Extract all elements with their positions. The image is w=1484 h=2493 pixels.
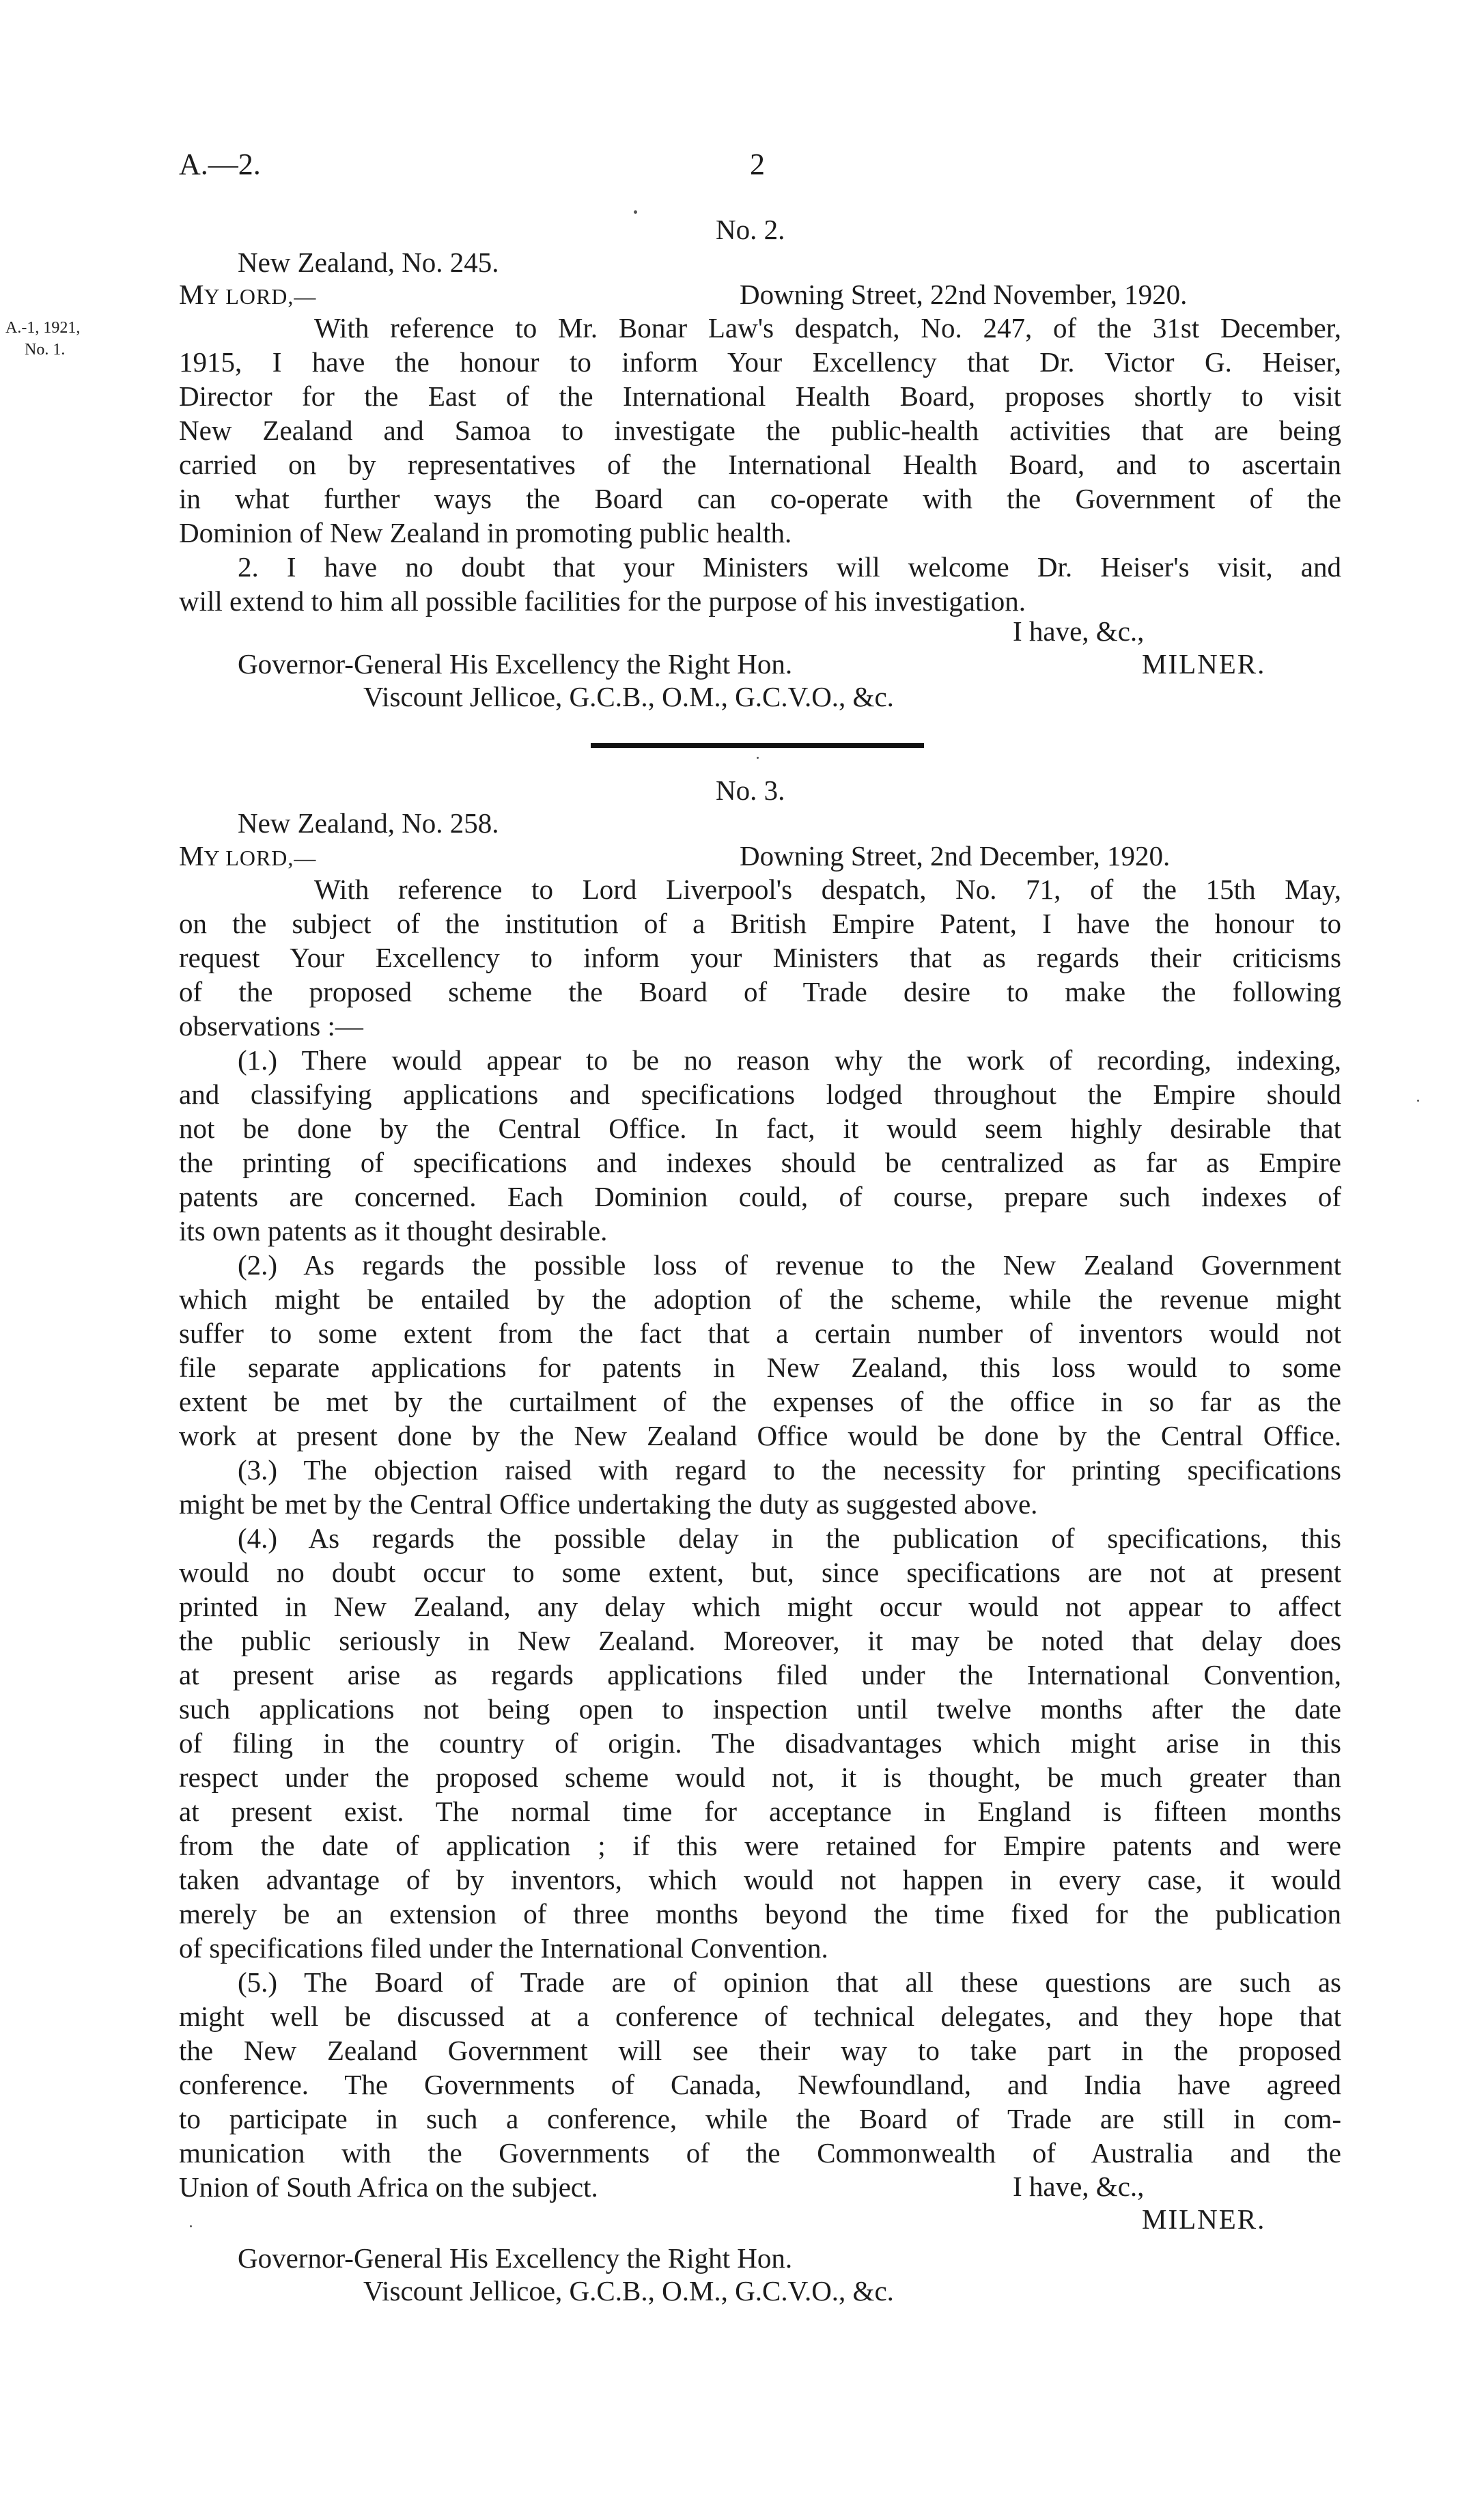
body-line: patents are concerned. Each Dominion could, of course, prepare such indexes of — [179, 1181, 1341, 1212]
body-line: respect under the proposed scheme would not, it is thought, be much greater than — [179, 1761, 1341, 1793]
body-line: of filing in the country of origin. The disadvantages which might arise in this — [179, 1727, 1341, 1759]
body-line: might be met by the Central Office undertaking the duty as suggested above. — [179, 1488, 1038, 1520]
body-line: its own patents as it thought desirable. — [179, 1215, 608, 1246]
letter-3-addressee: Governor-General His Excellency the Right Hon. — [238, 2242, 793, 2274]
section-divider — [591, 743, 924, 748]
letter-2-signature: MILNER. — [1142, 648, 1266, 680]
body-line: conference. The Governments of Canada, Newfoundland, and India have agreed — [179, 2069, 1341, 2100]
letter-2-dispatch-ref: New Zealand, No. 245. — [238, 247, 499, 278]
body-line: With reference to Lord Liverpool's despatch, No. 71, of the 15th May, — [314, 874, 1341, 905]
body-line: work at present done by the New Zealand Office would be done by the Central Office. — [179, 1420, 1341, 1451]
body-line: of the proposed scheme the Board of Trade desire to make the following — [179, 976, 1341, 1007]
body-line: (1.) There would appear to be no reason why the work of recording, indexing, — [238, 1044, 1341, 1076]
scan-speck — [757, 757, 759, 759]
body-line: on the subject of the institution of a British Empire Patent, I have the honour to — [179, 908, 1341, 939]
body-line: suffer to some extent from the fact that a certain number of inventors would not — [179, 1318, 1341, 1349]
page-number: 2 — [750, 148, 765, 181]
body-line: which might be entailed by the adoption of the scheme, while the revenue might — [179, 1283, 1341, 1315]
body-line: 2. I have no doubt that your Ministers will welcome Dr. Heiser's visit, and — [238, 551, 1341, 583]
body-line: observations :— — [179, 1010, 363, 1042]
body-line: of specifications filed under the International Convention. — [179, 1932, 828, 1964]
margin-note — [5, 317, 80, 361]
letter-3-place-date: Downing Street, 2nd December, 1920. — [740, 840, 1171, 872]
page-reference: A.—2. — [179, 148, 261, 181]
body-line: not be done by the Central Office. In fact, it would seem highly desirable that — [179, 1113, 1341, 1144]
body-line: will extend to him all possible facilities for the purpose of his investigation. — [179, 585, 1026, 617]
letter-3-salutation: MY LORD,— — [179, 840, 317, 872]
body-line: request Your Excellency to inform your Ministers that as regards their criticisms — [179, 942, 1341, 973]
letter-2-addressee-title: Viscount Jellicoe, G.C.B., O.M., G.C.V.O., &c. — [363, 681, 894, 712]
body-line: New Zealand and Samoa to investigate the public-health activities that are being — [179, 415, 1341, 446]
letter-2-place-date: Downing Street, 22nd November, 1920. — [740, 279, 1188, 310]
body-line: merely be an extension of three months beyond the time fixed for the publication — [179, 1898, 1341, 1930]
body-line: at present exist. The normal time for acceptance in England is fifteen months — [179, 1796, 1341, 1827]
letter-2-closing: I have, &c., — [1013, 615, 1145, 647]
body-line: (2.) As regards the possible loss of revenue to the New Zealand Government — [238, 1249, 1341, 1281]
body-line: (3.) The objection raised with regard to the necessity for printing specifications — [238, 1454, 1341, 1486]
body-line: the public seriously in New Zealand. Moreover, it may be noted that delay does — [179, 1625, 1341, 1656]
body-line: printed in New Zealand, any delay which might occur would not appear to affect — [179, 1591, 1341, 1622]
body-line: carried on by representatives of the International Health Board, and to ascertain — [179, 449, 1341, 480]
body-line: to participate in such a conference, while the Board of Trade are still in com- — [179, 2103, 1341, 2134]
body-line: Director for the East of the International Health Board, proposes shortly to visit — [179, 380, 1341, 412]
body-line: such applications not being open to inspection until twelve months after the date — [179, 1693, 1341, 1725]
body-line: the New Zealand Government will see their way to take part in the proposed — [179, 2035, 1341, 2066]
body-line: (4.) As regards the possible delay in the publication of specifications, this — [238, 1522, 1341, 1554]
letter-3-closing: I have, &c., — [1013, 2171, 1145, 2202]
body-line: (5.) The Board of Trade are of opinion that all these questions are such as — [238, 1966, 1341, 1998]
letter-2-addressee: Governor-General His Excellency the Right Hon. — [238, 648, 793, 680]
body-line: at present arise as regards applications filed under the International Convention, — [179, 1659, 1341, 1690]
letter-3-number: No. 3. — [716, 775, 785, 806]
margin-note-line: A.-1, 1921, — [5, 319, 81, 337]
body-line: Dominion of New Zealand in promoting public health. — [179, 517, 792, 548]
body-line: taken advantage of by inventors, which would not happen in every case, it would — [179, 1864, 1341, 1895]
body-line: file separate applications for patents in New Zealand, this loss would to some — [179, 1352, 1341, 1383]
scan-speck — [1417, 1100, 1419, 1102]
body-line: from the date of application ; if this were retained for Empire patents and were — [179, 1830, 1341, 1861]
letter-2-number: No. 2. — [716, 214, 785, 245]
body-line: extent be met by the curtailment of the expenses of the office in so far as the — [179, 1386, 1341, 1417]
body-line: With reference to Mr. Bonar Law's despatch, No. 247, of the 31st December, — [314, 312, 1341, 344]
body-line: and classifying applications and specifications lodged throughout the Empire should — [179, 1078, 1341, 1110]
body-line: munication with the Governments of the Commonwealth of Australia and the — [179, 2137, 1341, 2169]
body-line: would no doubt occur to some extent, but, since specifications are not at present — [179, 1557, 1341, 1588]
letter-3-dispatch-ref: New Zealand, No. 258. — [238, 807, 499, 839]
body-line: the printing of specifications and indexes should be centralized as far as Empire — [179, 1147, 1341, 1178]
body-line: Union of South Africa on the subject. — [179, 2171, 598, 2203]
body-line: might well be discussed at a conference of technical delegates, and they hope that — [179, 2001, 1341, 2032]
body-line: 1915, I have the honour to inform Your Excellency that Dr. Victor G. Heiser, — [179, 346, 1341, 378]
scan-speck — [634, 210, 637, 214]
margin-note-line: No. 1. — [25, 341, 66, 359]
letter-2-salutation: MY LORD,— — [179, 279, 317, 310]
scan-speck — [190, 2225, 192, 2227]
body-line: in what further ways the Board can co-operate with the Government of the — [179, 483, 1341, 514]
letter-3-addressee-title: Viscount Jellicoe, G.C.B., O.M., G.C.V.O., &c. — [363, 2275, 894, 2307]
letter-3-signature: MILNER. — [1142, 2203, 1266, 2235]
